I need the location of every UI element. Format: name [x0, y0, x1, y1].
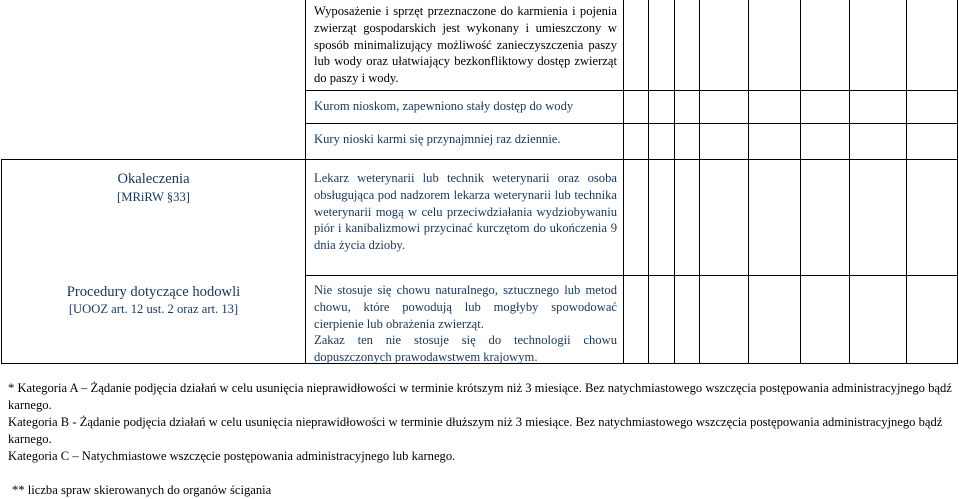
breeding-text-2: Zakaz ten nie stosuje się do technologii chowu dopuszczonych prawodawstwem krajowym.: [314, 333, 617, 364]
injuries-ref: [MRiRW §33]: [117, 190, 190, 204]
feeding-frequency-text: Kury nioski karmi się przynajmniej raz dziennie.: [314, 132, 561, 146]
breeding-title: Procedury dotyczące hodowli: [66, 284, 241, 300]
footnote-category-c: Kategoria C – Natychmiastowe wszczęcie postępowania administracyjnego lub karnego.: [8, 449, 456, 463]
injuries-heading-block: [2, 170, 305, 206]
feeding-equipment-text: Wyposażenie i sprzęt przeznaczone do karmienia i pojenia zwierząt gospodarskich jest wykonany i umieszczony w sposób minimalizujący możliwość zanieczyszczenia paszy lub wody oraz ułatwiający bezkonfliktowy dostęp zwierząt do paszy i wody.: [314, 4, 617, 86]
footnote-category-a: * Kategoria A – Żądanie podjęcia działań w celu usunięcia nieprawidłowości w terminie krótszym niż 3 miesiące. Bez natychmiastowego wszczęcia postępowania administracyjnego bądź karnego.: [8, 381, 952, 412]
breeding-ref: [UOOZ art. 12 ust. 2 oraz art. 13]: [68, 302, 239, 316]
water-access-text: Kurom nioskom, zapewniono stały dostęp do wody: [314, 99, 574, 113]
breeding-text-1: Nie stosuje się chowu naturalnego, sztucznego lub metod chowu, które powodują lub mogłyby spowodować cierpienie lub obrażenia zwierząt.: [314, 283, 617, 331]
footnote-category-b: Kategoria B - Żądanie podjęcia działań w celu usunięcia nieprawidłowości w terminie dłuższym niż 3 miesiące. Bez natychmiastowego wszczęcia postępowania administracyjnego bądź karnego.: [8, 415, 943, 446]
footnote-double-star: ** liczba spraw skierowanych do organów ścigania: [12, 483, 272, 497]
breeding-heading-block: [2, 283, 305, 318]
injuries-title: Okaleczenia: [117, 171, 190, 187]
injuries-text: Lekarz weterynarii lub technik weterynarii oraz osoba obsługująca pod nadzorem lekarza weterynarii lub technika weterynarii mogą w celu przeciwdziałania wydziobywaniu piór i kanibalizmowi przycinać kurczętom do ukończenia 9 dnia życia dzioby.: [314, 171, 617, 253]
